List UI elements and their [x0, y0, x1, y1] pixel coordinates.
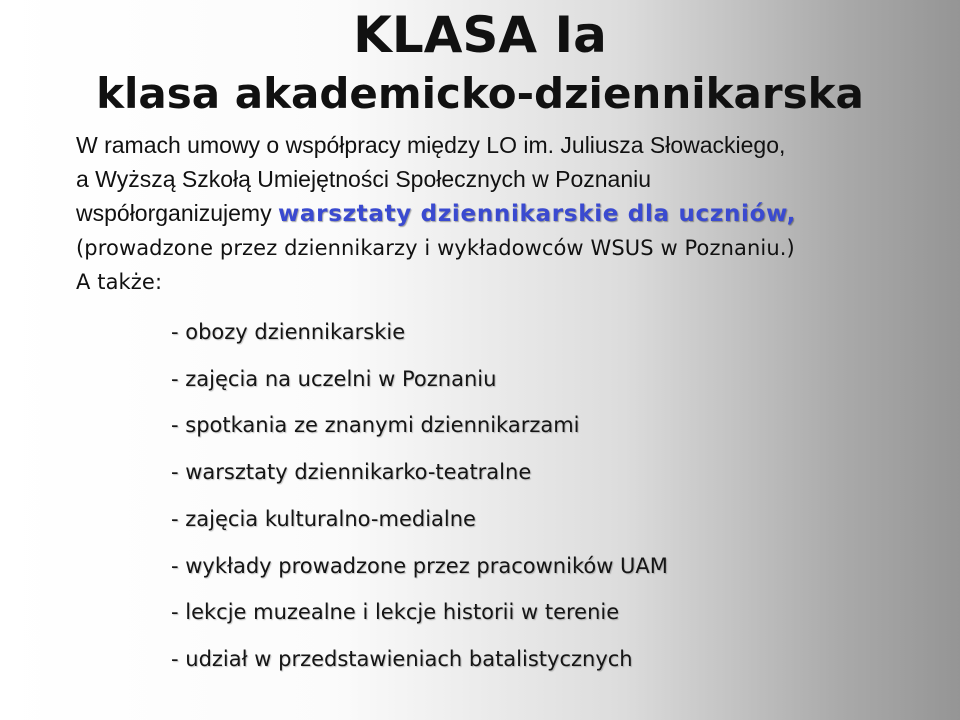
workshops-highlight: warsztaty dziennikarskie dla uczniów, [277, 201, 797, 227]
list-item: - lekcje muzealne i lekcje historii w terenie [171, 600, 620, 625]
list-item: - zajęcia na uczelni w Poznaniu [171, 366, 497, 391]
activities-list [171, 309, 668, 683]
list-item: - wykłady prowadzone przez pracowników UAM [171, 553, 668, 578]
list-item: - spotkania ze znanymi dziennikarzami [171, 413, 580, 438]
list-item: - udział w przedstawieniach batalistycznych [171, 646, 633, 671]
intro-paragraph [76, 128, 946, 299]
intro-line-2: a Wyższą Szkołą Umiejętności Społecznych w Poznaniu [76, 166, 652, 192]
slide-subtitle: klasa akademicko-dziennikarska [96, 69, 864, 118]
intro-line-3-prefix: współorganizujemy [76, 200, 278, 226]
intro-line-4: (prowadzone przez dziennikarzy i wykładowców WSUS w Poznaniu.) [76, 236, 795, 260]
intro-line-5: A także: [76, 270, 163, 294]
list-item: - warsztaty dziennikarko-teatralne [171, 460, 532, 485]
intro-line-3 [76, 196, 946, 231]
intro-line-1: W ramach umowy o współpracy między LO im. Juliusza Słowackiego, [76, 132, 786, 158]
list-item: - zajęcia kulturalno-medialne [171, 506, 476, 531]
slide-title: KLASA Ia [353, 6, 607, 64]
list-item: - obozy dziennikarskie [171, 320, 406, 344]
